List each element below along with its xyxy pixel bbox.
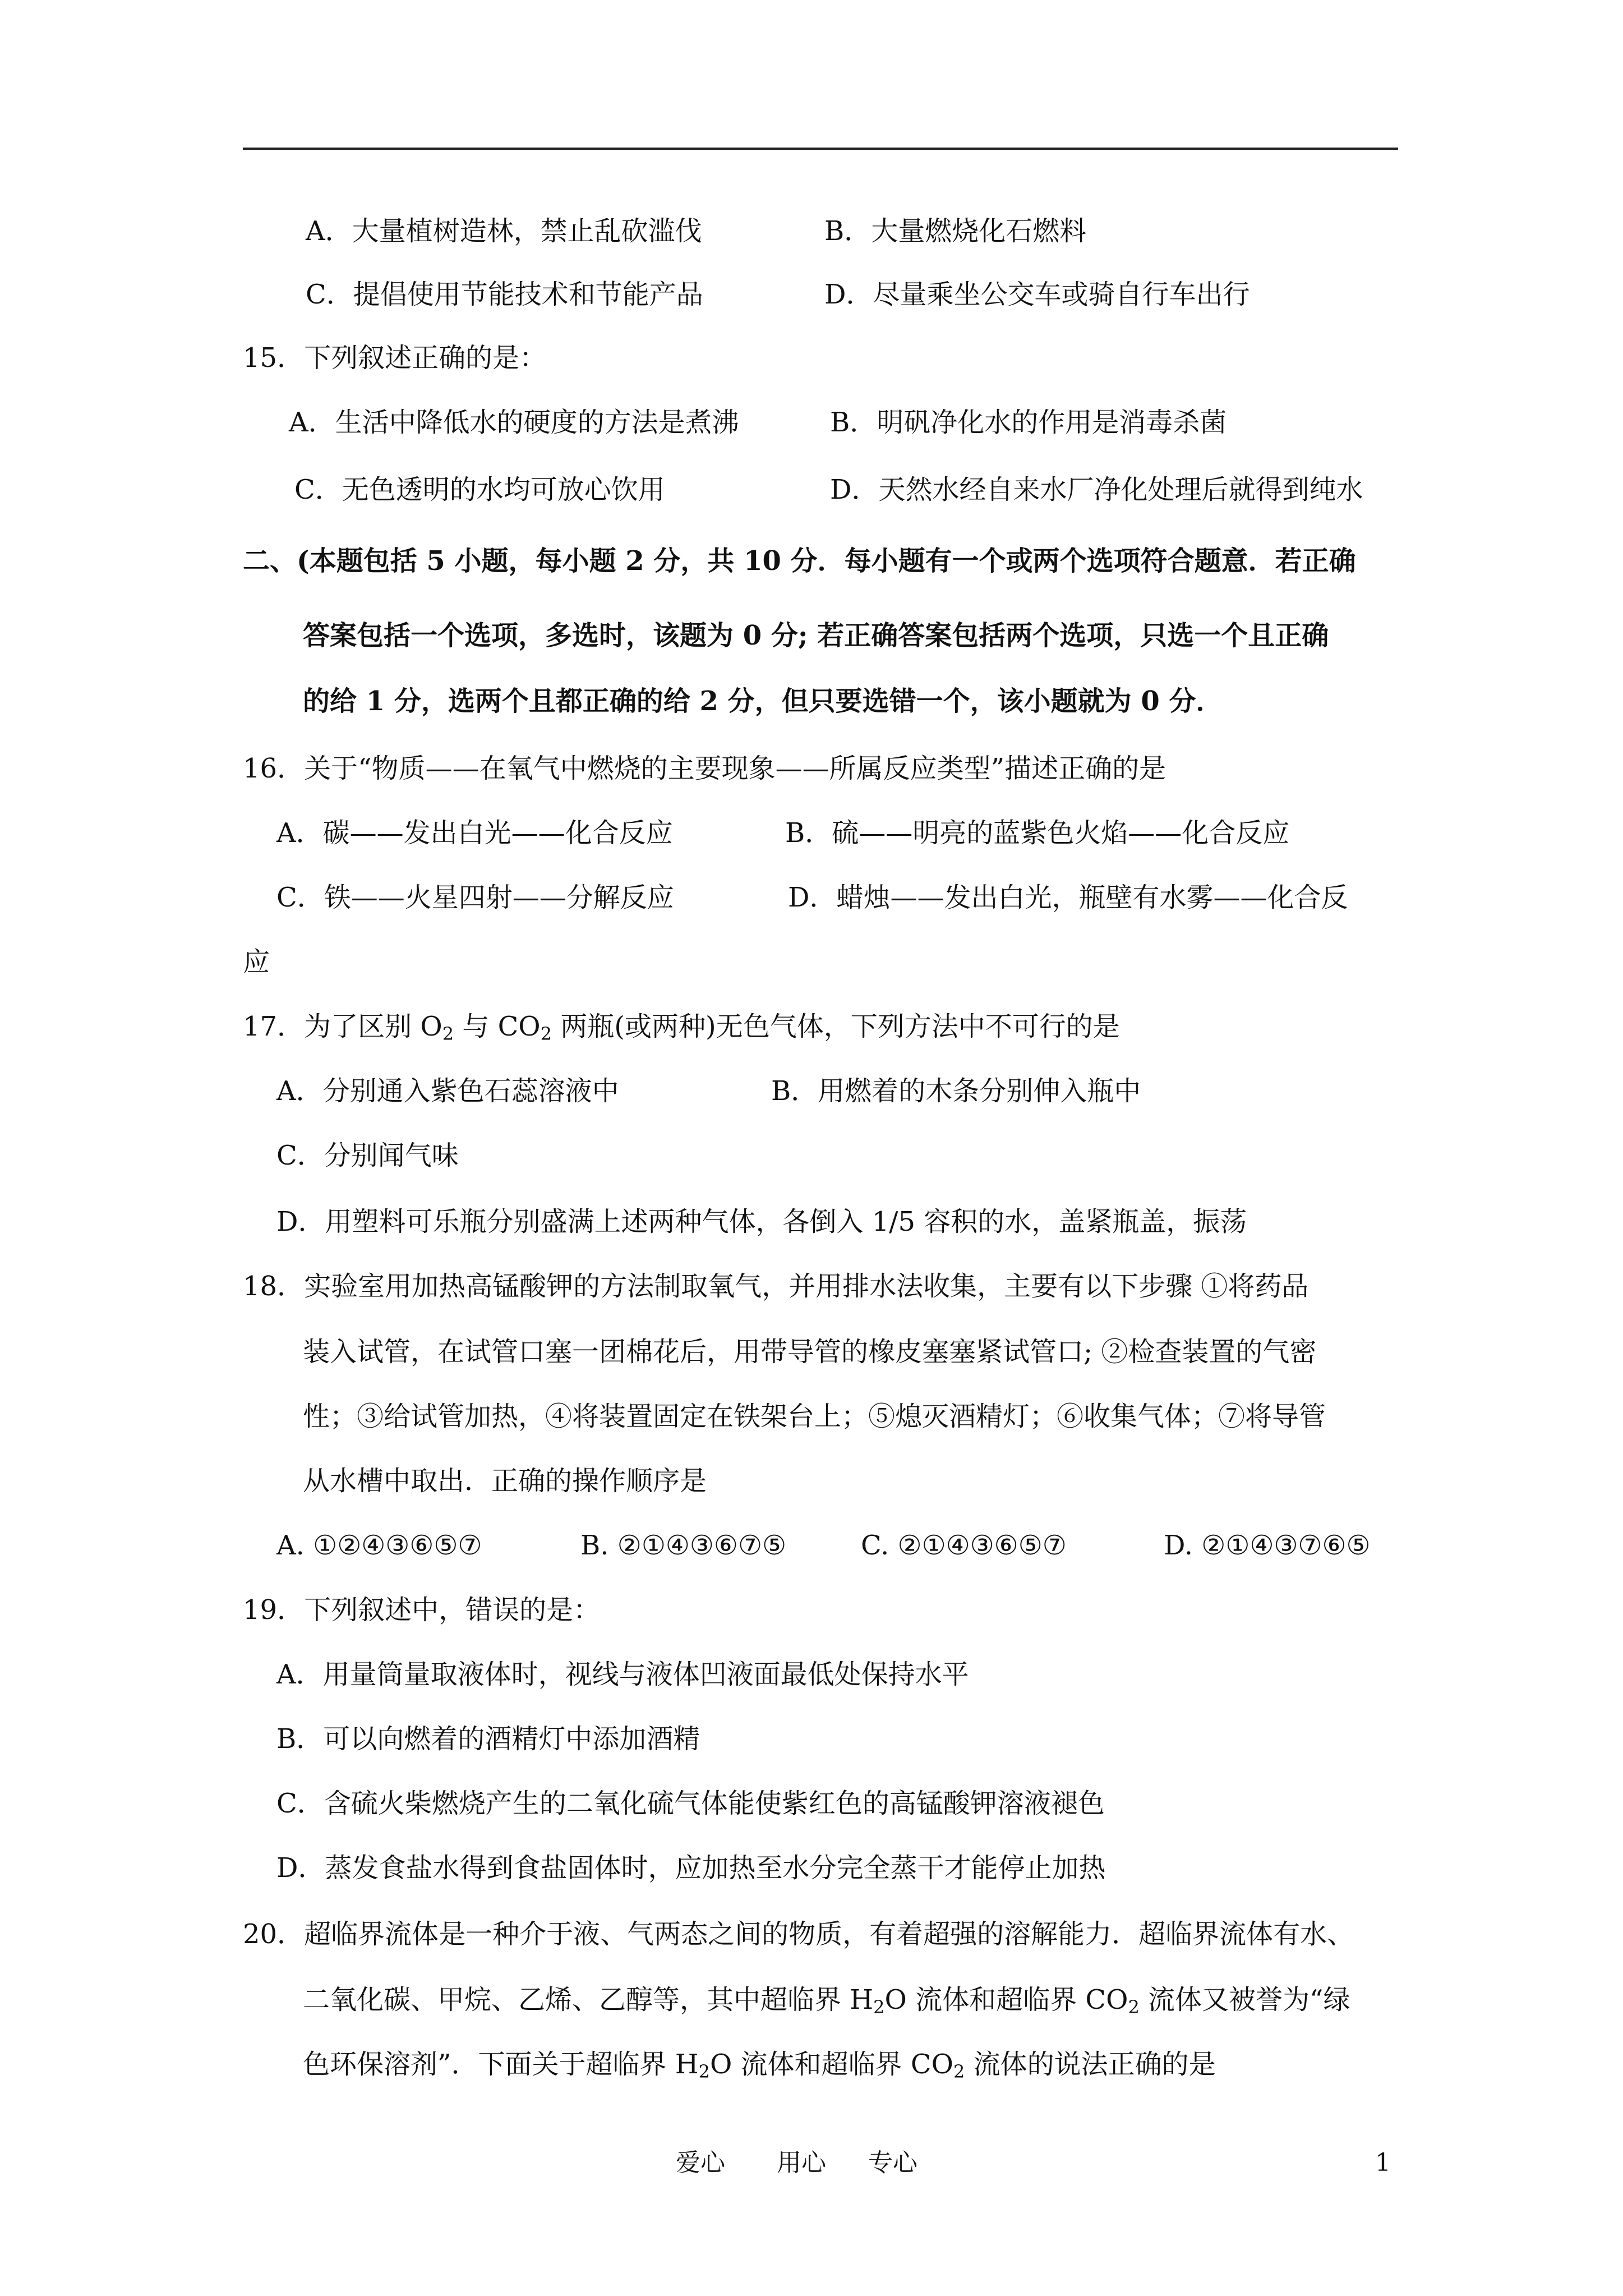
q19-option-c: C．含硫火柴燃烧产生的二氧化硫气体能使紫红色的高锰酸钾溶液褪色	[276, 1788, 1105, 1819]
q17-option-c: C．分别闻气味	[276, 1140, 459, 1171]
q20-stem-line3: 色环保溶剂”．下面关于超临界 $H_2O$ 流体和超临界 $CO_2$ 流体的说法正确的是	[303, 2049, 1216, 2082]
q15-option-d: D．天然水经自来水厂净化处理后就得到纯水	[830, 474, 1363, 505]
q19-stem: 19．下列叙述中，错误的是：	[243, 1594, 601, 1626]
q20-stem-line2: 二氧化碳、甲烷、乙烯、乙醇等，其中超临界 $H_2O$ 流体和超临界 $CO_2$ 流体又被誉为“绿	[303, 1984, 1350, 2018]
q16-option-b: B．硫——明亮的蓝紫色火焰——化合反应	[785, 817, 1290, 849]
q18-stem-line3: 性；③给试管加热，④将装置固定在铁架台上；⑤熄灭酒精灯；⑥收集气体；⑦将导管	[303, 1401, 1326, 1432]
q15-option-b: B．明矾净化水的作用是消毒杀菌	[830, 407, 1227, 438]
q18-option-a: A. ①②④③⑥⑤⑦	[276, 1530, 482, 1561]
q19-option-a: A．用量筒量取液体时，视线与液体凹液面最低处保持水平	[276, 1659, 969, 1690]
q18-option-c: C. ②①④③⑥⑤⑦	[861, 1530, 1067, 1561]
page-number: 1	[1375, 2148, 1391, 2177]
q16-option-c: C．铁——火星四射——分解反应	[276, 882, 674, 913]
q17-option-a: A．分别通入紫色石蕊溶液中	[276, 1075, 619, 1107]
q18-option-d: D. ②①④③⑦⑥⑤	[1164, 1530, 1371, 1561]
q16-option-d-continued: 应	[243, 946, 270, 978]
q16-option-a: A．碳——发出白光——化合反应	[276, 817, 673, 849]
footer-motto-3: 专心	[868, 2148, 917, 2177]
q18-stem-line4: 从水槽中取出．正确的操作顺序是	[303, 1465, 707, 1497]
section2-heading-line1: 二、(本题包括 5 小题，每小题 2 分，共 10 分．每小题有一个或两个选项符合题意．若正确	[243, 545, 1356, 577]
q17-option-b: B．用燃着的木条分别伸入瓶中	[771, 1075, 1141, 1107]
header-rule	[243, 148, 1398, 150]
q14-option-d: D．尽量乘坐公交车或骑自行车出行	[824, 279, 1250, 310]
q18-stem-line2: 装入试管，在试管口塞一团棉花后，用带导管的橡皮塞塞紧试管口; ②检查装置的气密	[303, 1336, 1317, 1368]
q14-option-a: A．大量植树造林，禁止乱砍滥伐	[306, 215, 702, 247]
q19-option-b: B．可以向燃着的酒精灯中添加酒精	[276, 1723, 700, 1755]
q15-stem: 15．下列叙述正确的是：	[243, 342, 547, 374]
q14-option-c: C．提倡使用节能技术和节能产品	[306, 279, 703, 310]
q15-option-a: A．生活中降低水的硬度的方法是煮沸	[289, 407, 739, 438]
footer-motto-2: 用心	[777, 2148, 826, 2177]
q17-option-d: D．用塑料可乐瓶分别盛满上述两种气体，各倒入 1/5 容积的水，盖紧瓶盖，振荡	[276, 1206, 1247, 1237]
q18-stem-line1: 18．实验室用加热高锰酸钾的方法制取氧气，并用排水法收集，主要有以下步骤 ①将药品	[243, 1271, 1309, 1302]
q15-option-c: C．无色透明的水均可放心饮用	[294, 474, 665, 505]
q16-option-d: D．蜡烛——发出白光，瓶壁有水雾——化合反	[788, 882, 1348, 913]
q20-stem-line1: 20．超临界流体是一种介于液、气两态之间的物质，有着超强的溶解能力．超临界流体有水、	[243, 1918, 1354, 1950]
q18-option-b: B. ②①④③⑥⑦⑤	[580, 1530, 787, 1561]
q14-option-b: B．大量燃烧化石燃料	[824, 215, 1087, 247]
footer-motto-1: 爱心	[676, 2148, 725, 2177]
section2-heading-line2: 答案包括一个选项，多选时，该题为 0 分; 若正确答案包括两个选项，只选一个且正确	[303, 620, 1329, 651]
q19-option-d: D．蒸发食盐水得到食盐固体时，应加热至水分完全蒸干才能停止加热	[276, 1852, 1106, 1884]
q16-stem: 16．关于“物质——在氧气中燃烧的主要现象——所属反应类型”描述正确的是	[243, 753, 1166, 784]
section2-heading-line3: 的给 1 分，选两个且都正确的给 2 分，但只要选错一个，该小题就为 0 分．	[303, 685, 1223, 717]
q17-stem: 17．为了区别 $O_2$ 与 $CO_2$ 两瓶(或两种)无色气体，下列方法中不可行的是	[243, 1011, 1120, 1045]
